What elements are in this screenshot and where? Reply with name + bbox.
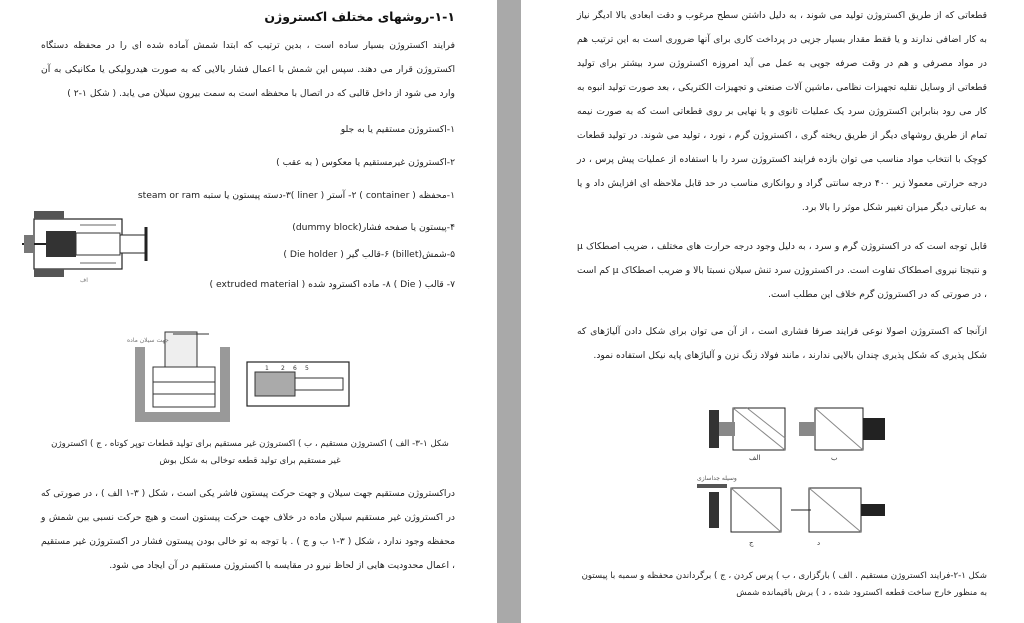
body-paragraph: دراکستروژن مستقیم جهت سیلان و جهت حرکت پیستون فاشر یکی است ، شکل ( ۳-۱ الف ) ، در صورتی که در اکستروژن غیر مستقیم سیلان ماده در خلاف جهت حرکت پیستون است و هیچ حرکت نسبی بین شمش و محفظه وجود ندارد ، شکل ( ۳-۱ ب و ج ) . با توجه به تو خالی بودن پیستون فشار در اکستروژن غیر مستقیم ، اعمال محدودیت هایی از لحاظ نیرو در مقایسه با اکستروژن مستقیم در آن ایجاد می شود. (41, 488, 455, 571)
figure-caption: شکل ۱-۲-فرایند اکستروژن مستقیم . الف ) بارگزاری ، ب ) پرس کردن ، ج ) برگرداندن محفظه و سمبه با پیستون به منظور خارج ساخت قطعه اکسترود شده ، د ) برش باقیمانده شمش (581, 571, 987, 598)
stage-b (799, 408, 885, 462)
intro-paragraph: فرایند اکستروژن بسیار ساده است ، بدین ترتیب که ابتدا شمش آماده شده ای را در محفظه دستگاه اکستروژن قرار می دهند. سپس این شمش با اعمال فشار بالایی که به صورت هیدرولیکی یا مکانیکی به آن وارد می شود از داخل قالبی که در اتصال با محفظه است به سمت بیرون سیلان می یابد. ( شکل ۱-۲ ) (41, 40, 455, 99)
fig-label: ب (831, 454, 838, 462)
svg-text:6: 6 (293, 365, 297, 372)
document-page-left (0, 0, 497, 623)
document-page-right (521, 0, 1024, 623)
svg-text:اف: اف (80, 277, 88, 284)
svg-text:وسیله جداسازی: وسیله جداسازی (697, 475, 737, 482)
figure-caption: شکل ۱-۳- الف ) اکستروژن مستقیم ، ب ) اکستروژن غیر مستقیم برای تولید قطعات توپر کوتاه ، ج ) اکستروژن غیر مستقیم برای تولید قطعه توخالی به شکل بوش (51, 439, 449, 466)
method-item: ۲-اکستروژن غیرمستقیم یا معکوس ( به عقب ) (276, 157, 455, 168)
parts-list-item: ۵-شمش(billet) ۶-قالب گیر ( Die holder ) (283, 249, 455, 260)
parts-list-item: ۷- قالب ( Die ) ۸- ماده اکسترود شده ( extruded material ) (209, 279, 455, 290)
svg-text:5: 5 (305, 365, 309, 372)
svg-text:1: 1 (265, 365, 269, 372)
svg-text:2: 2 (281, 365, 285, 372)
fig-label: ج (749, 539, 754, 547)
extrusion-press-diagram (20, 205, 160, 285)
fig-label: د (817, 539, 821, 547)
body-paragraph: ازآنجا که اکستروژن اصولا نوعی فرایند صرفا فشاری است ، از آن می توان برای شکل دادن آلیاژهای که شکل پذیری که شکل پذیری چندان بالایی ندارند ، مانند فولاد زنگ نزن و آلیاژهای پایه نیکل استفاده نمود. (577, 326, 987, 361)
parts-list-item: ۱-محفظه ( container ) ۲- آستر ( liner )۳-دسته پیستون یا ستبه steam or ram (137, 190, 455, 201)
page-gutter (497, 0, 521, 623)
section-title: ۱-۱-روشهای مختلف اکستروژن (264, 9, 455, 24)
parts-list-item: ۴-پیستون یا صفحه فشار(dummy block) (292, 222, 455, 233)
method-item: ۱-اکستروژن مستقیم یا به جلو (340, 124, 455, 135)
stage-c (697, 475, 781, 547)
body-paragraph: قابل توجه است که در اکستروژن گرم و سرد ، به دلیل وجود درجه حرارت های مختلف ، ضریب اصطکاک μ و نتیجتا نیروی اصطکاک تفاوت است. در اکستروژن سرد تنش سیلان نسبتا بالا و ضریب اصطکاک μ کم است ، در صورتی که در اکستروژن گرم خلاف این مطلب است. (577, 241, 987, 300)
extrusion-process-figure (691, 400, 901, 555)
fig-label: الف (749, 454, 761, 462)
body-paragraph: قطعاتی که از طریق اکستروژن تولید می شوند ، به دلیل داشتن سطح مرغوب و دقت ابعادی بالا ادیگر نیاز به کار اضافی ندارند و یا فقط مقدار بسیار جزیی در پرداخت کاری برای آنها ضروری است به این ترتیب هم در مواد مصرفی و هم در وقت صرفه جویی به عمل می آید امروزه اکستروژن سرد بیشتر برای تولید قطعاتی از وسایل نقلیه تجهیزات نظامی ،ماشین آلات صنعتی و تجهیزات الکتریکی ، بعد صورت تولید انبوه به کار می رود بنابراین اکستروژن سرد یک عملیات ثانوی و یا نهایی بر روی قطعاتی است که به صورت نیمه تمام از طریق روشهای دیگر از طریق ریخته گری ، اکستروژن گرم ، نورد ، تولید می شوند. در تولید قطعات کوچک با انتخاب مواد مناسب می توان بازده فرایند اکستروژن سرد را با استفاده از عملیات پیش پرس ، در درجه حرارتی معمولا زیر ۴۰۰ درجه سانتی گراد و روانکاری مناسب در حد قابل ملاحظه ای افزایش داد و یا به عبارتی دیگر میزان تغییر شکل موثر را بالا برد. (577, 10, 987, 213)
stage-a (709, 408, 785, 462)
svg-text:جهت سیلان ماده: جهت سیلان ماده (127, 337, 169, 344)
stage-d (791, 488, 885, 547)
extrusion-methods-figure (125, 322, 360, 427)
